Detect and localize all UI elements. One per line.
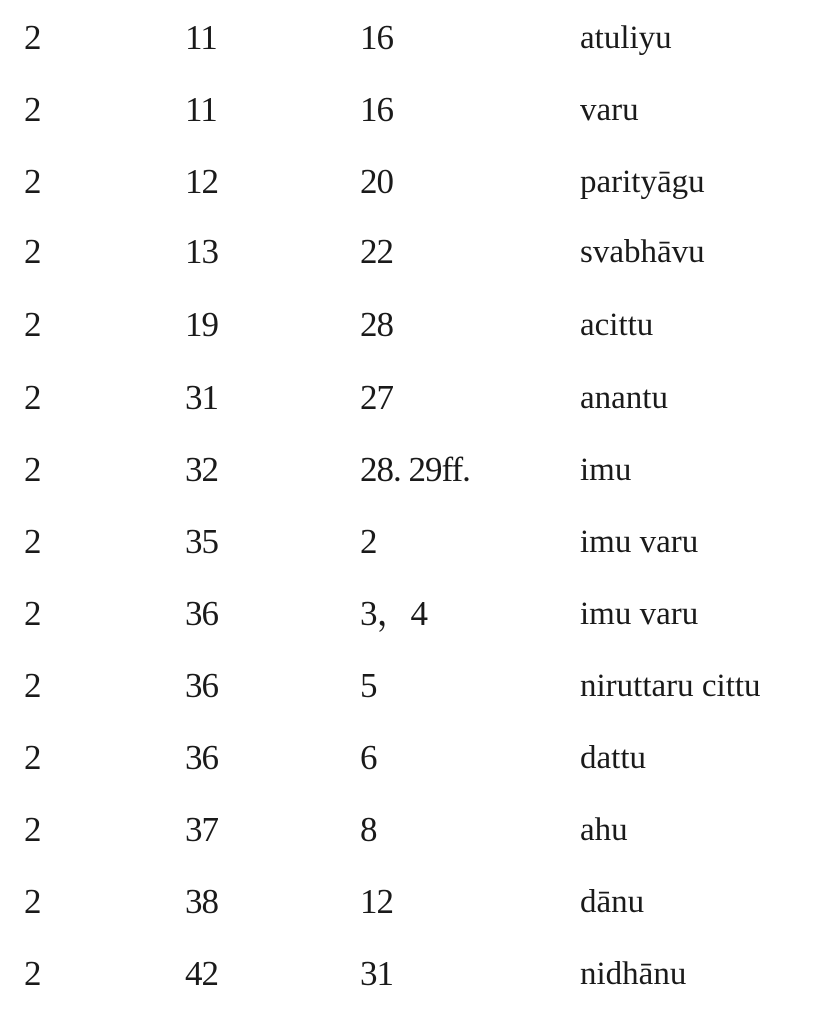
word-form: svabhāvu xyxy=(580,234,705,270)
word-form: parityāgu xyxy=(580,164,705,200)
word-form: anantu xyxy=(580,380,668,416)
chapter-number: 11 xyxy=(185,90,217,129)
verse-reference: 28 xyxy=(360,305,393,344)
verse-reference: 2 xyxy=(360,522,377,561)
book-number: 2 xyxy=(24,305,42,344)
chapter-number: 12 xyxy=(185,162,218,201)
table-row xyxy=(0,80,830,140)
table-row xyxy=(0,368,830,428)
word-form: nidhānu xyxy=(580,956,687,992)
word-form: ahu xyxy=(580,812,628,848)
table-row xyxy=(0,728,830,788)
table-row xyxy=(0,800,830,860)
word-form: imu varu xyxy=(580,596,699,632)
chapter-number: 36 xyxy=(185,738,218,777)
word-form: dānu xyxy=(580,884,645,920)
book-number: 2 xyxy=(24,162,42,201)
word-form: atuliyu xyxy=(580,20,672,56)
book-number: 2 xyxy=(24,954,42,993)
chapter-number: 19 xyxy=(185,305,218,344)
word-form: imu varu xyxy=(580,524,699,560)
table-row xyxy=(0,222,830,282)
book-number: 2 xyxy=(24,810,42,849)
book-number: 2 xyxy=(24,594,42,633)
chapter-number: 36 xyxy=(185,666,218,705)
book-number: 2 xyxy=(24,378,42,417)
word-form: dattu xyxy=(580,740,646,776)
table-row xyxy=(0,656,830,716)
table-row xyxy=(0,295,830,355)
word-form: acittu xyxy=(580,307,654,343)
verse-reference: 28. 29ff. xyxy=(360,450,470,489)
book-number: 2 xyxy=(24,18,42,57)
word-form: varu xyxy=(580,92,639,128)
verse-reference: 31 xyxy=(360,954,393,993)
word-form: niruttaru cittu xyxy=(580,668,761,704)
verse-reference: 16 xyxy=(360,90,393,129)
table-row xyxy=(0,584,830,644)
book-number: 2 xyxy=(24,522,42,561)
verse-reference: 20 xyxy=(360,162,393,201)
chapter-number: 35 xyxy=(185,522,218,561)
table-row xyxy=(0,512,830,572)
table-row xyxy=(0,440,830,500)
chapter-number: 42 xyxy=(185,954,218,993)
verse-reference: 3，4 xyxy=(360,594,428,633)
book-number: 2 xyxy=(24,666,42,705)
chapter-number: 32 xyxy=(185,450,218,489)
word-form: imu xyxy=(580,452,632,488)
chapter-number: 31 xyxy=(185,378,218,417)
chapter-number: 13 xyxy=(185,232,218,271)
table-row xyxy=(0,152,830,212)
book-number: 2 xyxy=(24,738,42,777)
table-row xyxy=(0,872,830,932)
book-number: 2 xyxy=(24,232,42,271)
chapter-number: 37 xyxy=(185,810,218,849)
book-number: 2 xyxy=(24,90,42,129)
table-row xyxy=(0,8,830,68)
chapter-number: 36 xyxy=(185,594,218,633)
verse-reference: 12 xyxy=(360,882,393,921)
table-row xyxy=(0,944,830,1004)
verse-reference: 8 xyxy=(360,810,377,849)
verse-reference: 22 xyxy=(360,232,393,271)
chapter-number: 11 xyxy=(185,18,217,57)
verse-reference: 5 xyxy=(360,666,377,705)
verse-reference: 6 xyxy=(360,738,377,777)
verse-reference: 27 xyxy=(360,378,393,417)
book-number: 2 xyxy=(24,882,42,921)
book-number: 2 xyxy=(24,450,42,489)
verse-reference: 16 xyxy=(360,18,393,57)
chapter-number: 38 xyxy=(185,882,218,921)
